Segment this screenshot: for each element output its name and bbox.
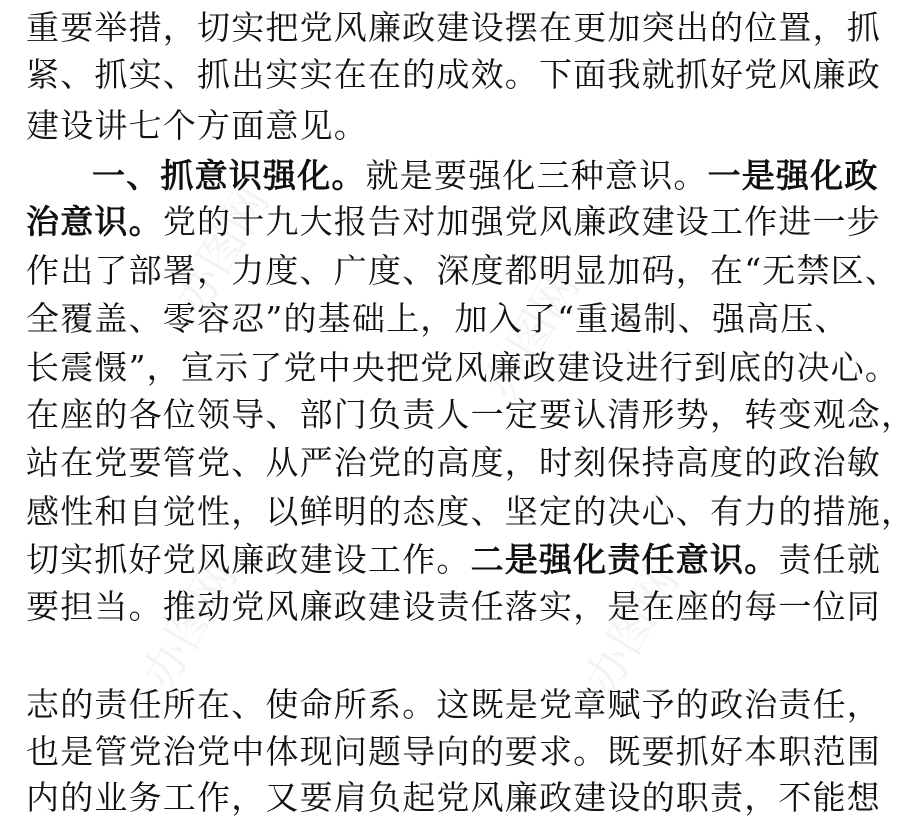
- text-run: 志的责任所在、使命所系。这既是党章赋予的政治责任，: [26, 685, 881, 724]
- text-run: 感性和自觉性，以鲜明的态度、坚定的决心、有力的措施，: [26, 492, 915, 531]
- text-line: [26, 346, 900, 390]
- text-line: [26, 776, 881, 820]
- paragraph-first-line: [92, 154, 879, 198]
- text-line: [26, 200, 882, 244]
- text-run: 作出了部署，力度、广度、深度都明显加码，在“无禁区、: [26, 251, 900, 290]
- text-line: [26, 730, 881, 774]
- text-run: 也是管党治党中体现问题导向的要求。既要抓好本职范围: [26, 732, 881, 771]
- text-line: [26, 683, 881, 727]
- text-line: [26, 6, 881, 50]
- text-run: 党的十九大报告对加强党风廉政建设工作进一步: [162, 202, 882, 241]
- text-line: [26, 249, 900, 293]
- text-line: [26, 538, 882, 582]
- text-run: 全覆盖、零容忍”的基础上，加入了“重遏制、强高压、: [26, 299, 849, 338]
- text-line: [26, 393, 915, 437]
- text-line: [26, 104, 776, 148]
- text-run: 就是要强化三种意识。: [365, 156, 708, 195]
- watermark: 办图网: [163, 176, 280, 323]
- watermark: 办图网: [473, 261, 590, 408]
- text-run: 建设讲七个方面意见。: [26, 106, 368, 145]
- text-run: 重要举措，切实把党风廉政建设摆在更加突出的位置，抓: [26, 8, 881, 47]
- watermark: 办图网: [573, 556, 690, 703]
- text-run: 紧、抓实、抓出实实在在的成效。下面我就抓好党风廉政: [26, 55, 881, 94]
- text-line: [26, 297, 849, 341]
- text-line: [26, 53, 881, 97]
- text-run: 站在党要管党、从严治党的高度，时刻保持高度的政治敏: [26, 443, 881, 482]
- bold-subheading: 一是强化政: [707, 156, 879, 195]
- text-run: 要担当。推动党风廉政建设责任落实，是在座的每一位同: [26, 587, 881, 626]
- text-run: 切实抓好党风廉政建设工作。: [26, 540, 471, 579]
- section-heading: 一、抓意识强化。: [92, 156, 366, 195]
- text-run: 在座的各位领导、部门负责人一定要认清形势，转变观念，: [26, 395, 915, 434]
- text-run: 长震慑”，宣示了党中央把党风廉政建设进行到底的决心。: [26, 348, 900, 387]
- text-line: [26, 490, 915, 534]
- text-run: 内的业务工作，又要肩负起党风廉政建设的职责，不能想: [26, 778, 881, 817]
- text-line: [26, 585, 881, 629]
- bold-subheading: 治意识。: [26, 202, 163, 241]
- text-line: [26, 441, 881, 485]
- watermark: 办图网: [131, 551, 248, 698]
- bold-subheading: 二是强化责任意识。: [470, 540, 779, 579]
- text-run: 责任就: [778, 540, 882, 579]
